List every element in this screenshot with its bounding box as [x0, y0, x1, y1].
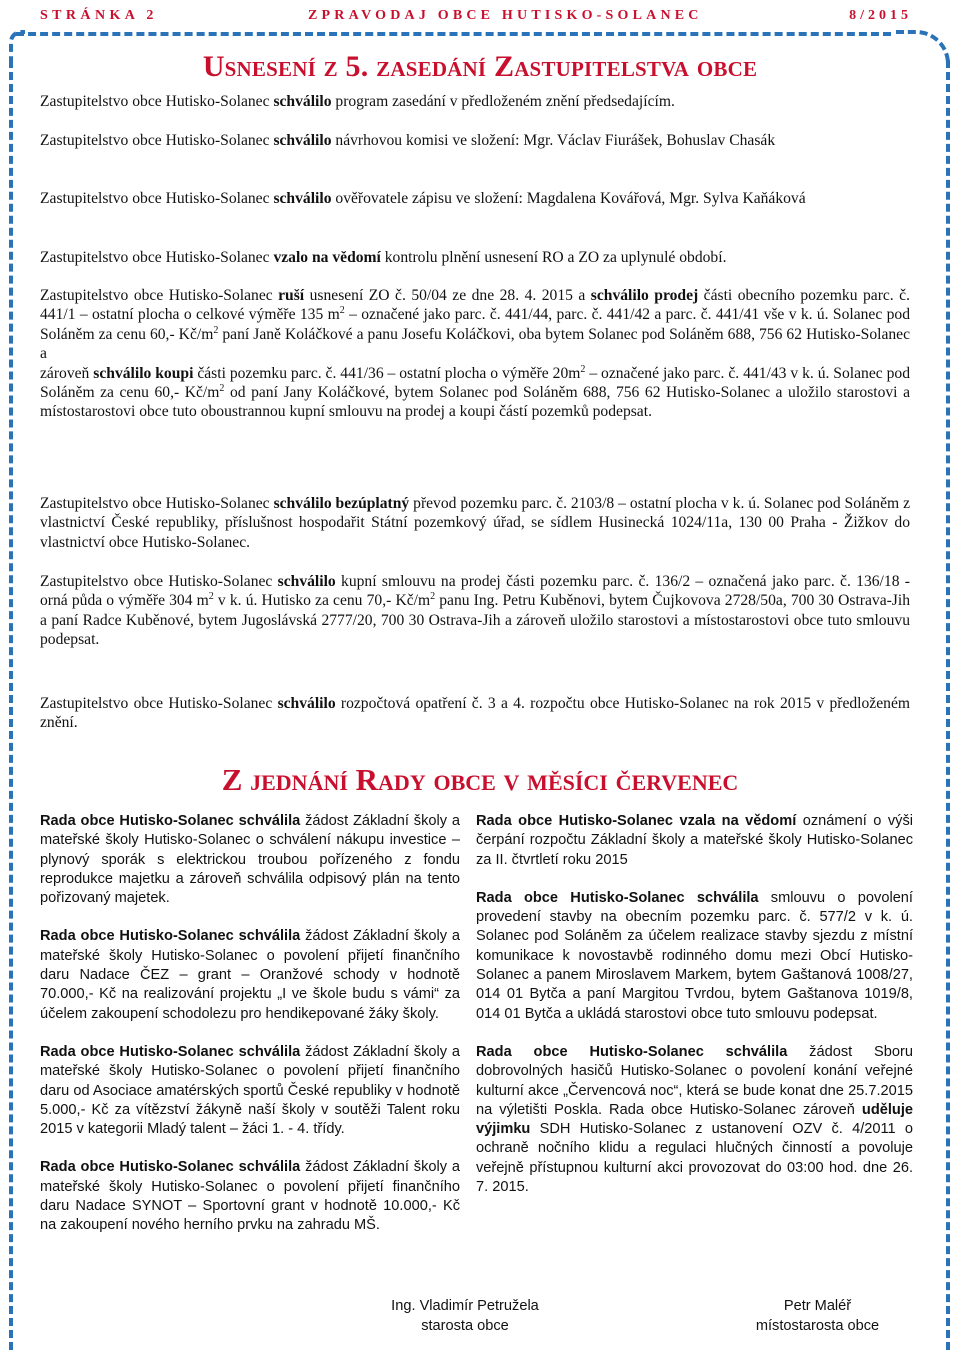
page-frame-right	[946, 60, 950, 1350]
signature-deputy-mayor	[730, 1296, 905, 1336]
board-resolution: Rada obce Hutisko-Solanec schválila žádost Základní školy a mateřské školy Hutisko-Solanec o povolení přijetí finančního daru Nadace SYNOT – Sportovní grant v hodnotě 10.000,- Kč na zakoupení nového herního prvku na zahradu MŠ.	[40, 1159, 460, 1234]
board-resolution: Rada obce Hutisko-Solanec schválila žádost Základní školy a mateřské školy Hutisko-Solanec o schválení nákupu investice – plynový sporák s elektrickou troubou pořízeného z fondu reprodukce majetku a zároveň schválila odpisový plán na tento pořizovaný majetek.	[40, 813, 460, 907]
deputy-mayor-role: místostarosta obce	[755, 1318, 880, 1334]
board-resolutions-left-column	[40, 812, 460, 1236]
resolution-paragraph: Zastupitelstvo obce Hutisko-Solanec schválilo ověřovatele zápisu ve složení: Magdalena Kovářová, Mgr. Sylva Kaňáková	[40, 190, 806, 207]
page-frame-top	[16, 32, 891, 36]
resolution-paragraph: Zastupitelstvo obce Hutisko-Solanec schválilo rozpočtová opatření č. 3 a 4. rozpočtu obce Hutisko-Solanec na rok 2015 v předloženém znění.	[40, 695, 910, 732]
board-resolution: Rada obce Hutisko-Solanec vzala na vědomí oznámení o výši čerpání rozpočtu Základní školy a mateřské školy Hutisko-Solanec za II. čtvrtletí roku 2015	[476, 813, 913, 868]
newsletter-title-header: ZPRAVODAJ OBCE HUTISKO-SOLANEC	[308, 8, 703, 23]
section-title-council-resolutions: Usnesení z 5. zasedání Zastupitelstva obce	[202, 50, 758, 83]
mayor-name: Ing. Vladimír Petružela	[391, 1298, 539, 1314]
resolution-paragraph: Zastupitelstvo obce Hutisko-Solanec schválilo návrhovou komisi ve složení: Mgr. Václav Fiurášek, Bohuslav Chasák	[40, 132, 776, 149]
page-frame-left	[9, 60, 13, 1350]
resolution-paragraph: Zastupitelstvo obce Hutisko-Solanec schválilo program zasedání v předloženém znění předsedajícím.	[40, 93, 675, 110]
resolution-paragraph: Zastupitelstvo obce Hutisko-Solanec ruší usnesení ZO č. 50/04 ze dne 28. 4. 2015 a schválilo prodej části obecního pozemku parc. č. 441/1 – ostatní plocha o celkové výměře 135 $m^2$ – označené jako parc. č. 441/44, parc. č. 441/42 a parc. č. 441/41 vše v k. ú. Solanec pod Soláněm za cenu 60,- $Kč/m^2$ paní Janě Koláčkové a panu Josefu Koláčkovi, oba bytem Solanec pod Soláněm 688, 756 62 Hutisko-Solanec a zároveň schválilo koupi části pozemku parc. č. 441/36 – ostatní plocha o výměře $20m^2$ – označené jako parc. č. 441/43 v k. ú. Solanec pod Soláněm za cenu 60,- $Kč/m^2$ od paní Jany Koláčkové, bytem Solanec pod Soláněm 688, 756 62 Hutisko-Solanec a uložilo starostovi a místostarostovi obce tuto oboustrannou kupní smlouvu na prodej a koupi částí pozemků podepsat.	[40, 287, 911, 421]
deputy-mayor-name: Petr Maléř	[783, 1298, 852, 1314]
page-number-header: STRÁNKA 2	[40, 8, 158, 23]
signature-mayor	[370, 1296, 560, 1336]
board-resolutions-right-column	[476, 812, 913, 1197]
mayor-role: starosta obce	[421, 1318, 509, 1334]
board-resolution: Rada obce Hutisko-Solanec schválila žádost Základní školy a mateřské školy Hutisko-Solanec o povolení přijetí finančního daru Nadace ČEZ – grant – Oranžové schody v hodnotě 70.000,- Kč na realizování projektu „I ve škole budu s vámi“ za účelem zakoupení schodolezu pro hendikepované žáky školy.	[40, 928, 460, 1022]
resolution-paragraph: Zastupitelstvo obce Hutisko-Solanec vzalo na vědomí kontrolu plnění usnesení RO a ZO za uplynulé období.	[40, 249, 727, 266]
resolution-paragraph: Zastupitelstvo obce Hutisko-Solanec schválilo bezúplatný převod pozemku parc. č. 2103/8 – ostatní plocha v k. ú. Solanec pod Soláněm z vlastnictví České republiky, příslušnost hospodařit Státní pozemkový úřad, se sídlem Husinecká 1024/11a, 130 00 Praha - Žižkov do vlastnictví obce Hutisko-Solanec.	[40, 495, 910, 551]
resolution-paragraph: Zastupitelstvo obce Hutisko-Solanec schválilo kupní smlouvu na prodej části pozemku parc. č. 136/2 – označená jako parc. č. 136/18 - orná půda o výměře 304 $m^2$ v k. ú. Hutisko za cenu 70,- $Kč/m^2$ panu Ing. Petru Kuběnovi, bytem Čujkovova 2728/50a, 700 30 Ostrava-Jih a paní Radce Kuběnové, bytem Jugoslávská 2777/20, 700 30 Ostrava-Jih a zároveň uložilo starostovi a místostarostovi obce tuto smlouvu podepsat.	[40, 573, 911, 649]
board-resolution: Rada obce Hutisko-Solanec schválila žádost Sboru dobrovolných hasičů Hutisko-Solanec o povolení konání veřejné kulturní akce „Červencová noc“, která se bude konat dne 25.7.2015 na výletišti Poskla. Rada obce Hutisko-Solanec zároveň uděluje výjimku SDH Hutisko-Solanec z ustanovení OZV č. 4/2011 o ochraně nočního klidu a regulaci hlučných činností a povoluje veřejně přístupnou kulturní akci provozovat do 03:00 hod. dne 26. 7. 2015.	[476, 1043, 913, 1196]
section-title-board-meetings: Z jednání Rady obce v měsíci červenec	[221, 762, 739, 797]
board-resolution: Rada obce Hutisko-Solanec schválila žádost Základní školy a mateřské školy Hutisko-Solanec o povolení přijetí finančního daru od Asociace amatérských sportů České republiky v hodnotě 5.000,- Kč za vítězství žákyně naší školy v soutěži Talent roku 2015 v kategorii Mladý talent – žáci 1. - 4. třídy.	[40, 1043, 460, 1138]
issue-number-header: 8/2015	[849, 8, 912, 23]
board-resolution: Rada obce Hutisko-Solanec schválila smlouvu o povolení provedení stavby na obecním pozemku parc. č. 577/2 v k. ú. Solanec pod Soláněm za účelem realizace stavby sjezdu z místní komunikace k novostavbě rodinného domu mezi Obcí Hutisko-Solanec a panem Miroslavem Markem, bytem Gaštanová 1008/27, 014 01 Bytča a paní Margitou Tvrdou, bytem Gaštanova 1019/8, 014 01 Bytča a ukládá starostovi obce tuto smlouvu podepsat.	[476, 889, 913, 1022]
